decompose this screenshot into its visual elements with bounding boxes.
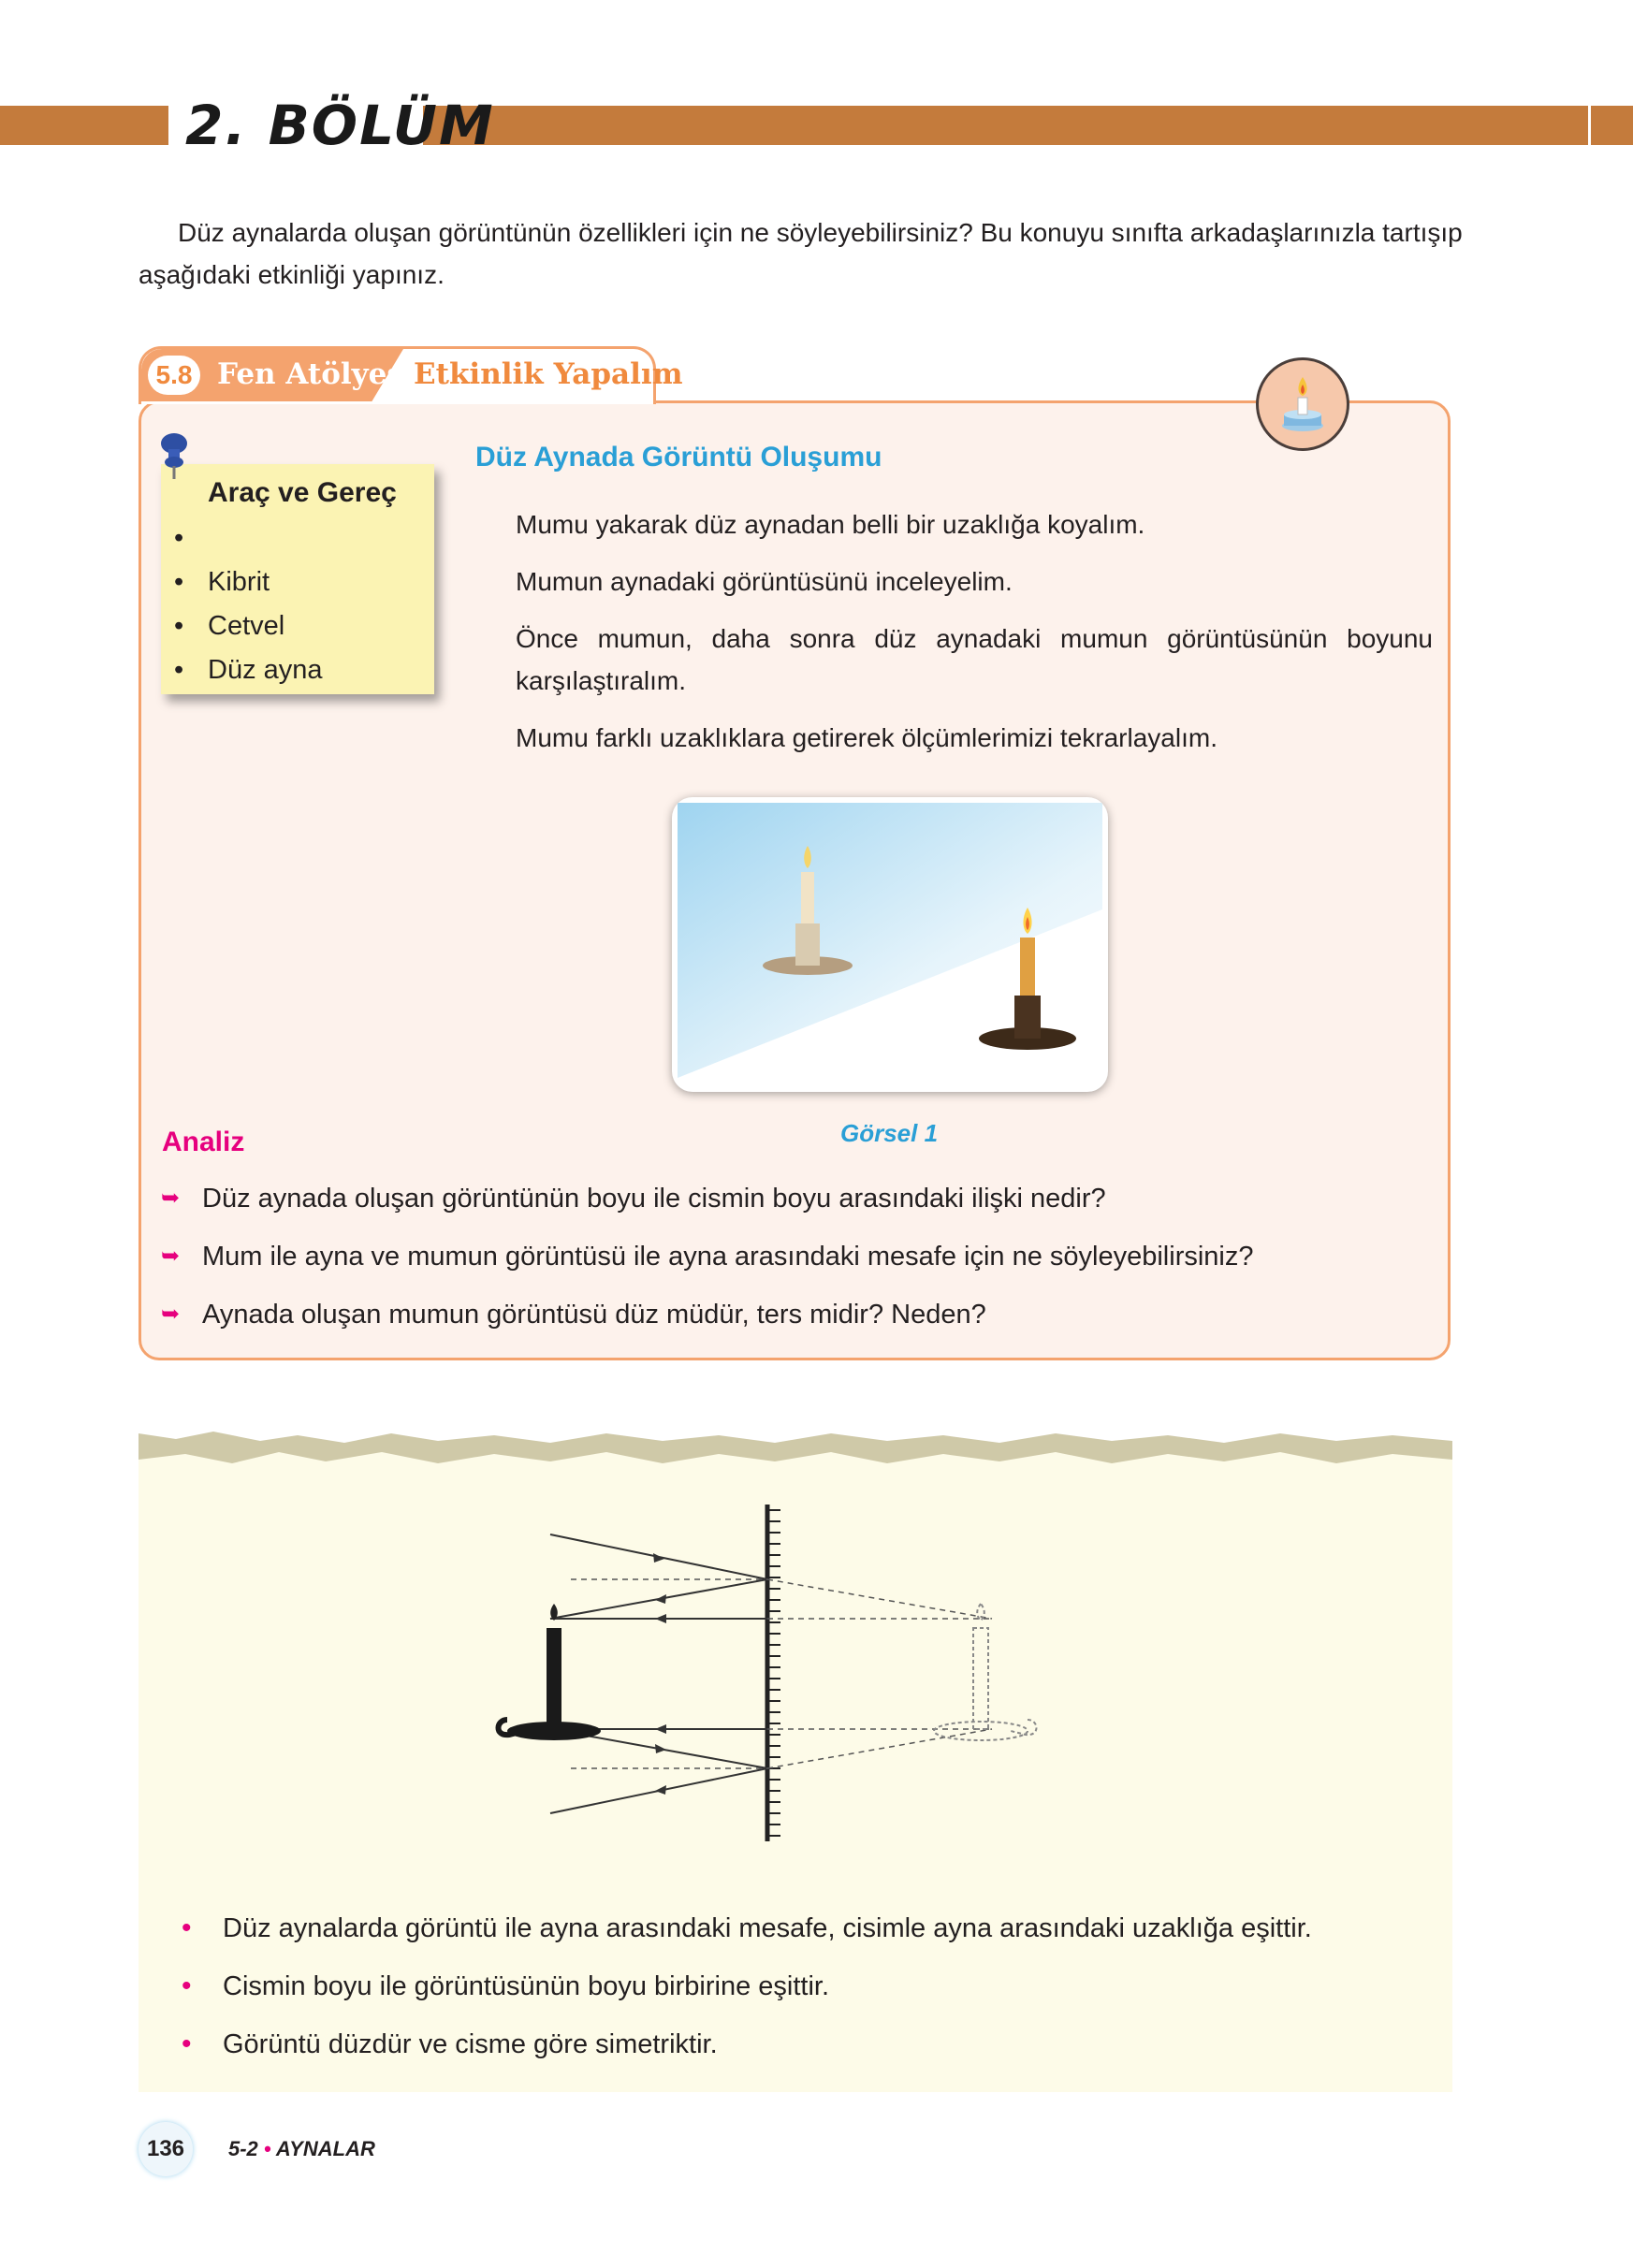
activity-tab-type: Etkinlik Yapalım	[414, 357, 683, 391]
pushpin-icon	[155, 432, 193, 481]
analysis-list	[161, 1177, 1434, 1351]
activity-step: Mumu yakarak düz aynadan belli bir uzaklığa koyalım.	[516, 510, 1145, 539]
facts-list	[178, 1907, 1432, 2081]
materials-title: Araç ve Gereç	[208, 477, 397, 508]
intro-paragraph: Düz aynalarda oluşan görüntünün özellikleri için ne söyleyebilirsiniz? Bu konuyu sınıfta arkadaşlarınızla tartışıp aşağıdaki etkinliği yapınız.	[139, 218, 1463, 289]
candle-icon	[1256, 357, 1349, 451]
materials-list	[170, 516, 323, 692]
figure-caption: Görsel 1	[840, 1119, 939, 1147]
materials-item	[170, 516, 323, 560]
section-reference	[228, 2137, 375, 2161]
activity-number: 5.8	[148, 356, 200, 395]
page-number: 136	[139, 2122, 193, 2176]
activity-steps	[516, 503, 1433, 774]
fact-item: • Görüntü düzdür ve cisme göre simetriktir.	[178, 2023, 1432, 2081]
fact-item: • Düz aynalarda görüntü ile ayna arasındaki mesafe, cisimle ayna arasındaki uzaklığa eşittir.	[178, 1907, 1432, 1965]
section-number: 5-2	[228, 2137, 258, 2160]
section-title: AYNALAR	[275, 2137, 375, 2160]
analysis-question: ➥ Düz aynada oluşan görüntünün boyu ile cismin boyu arasındaki ilişki nedir?	[161, 1177, 1434, 1235]
activity-step: Önce mumun, daha sonra düz aynadaki mumun görüntüsünün boyunu karşılaştıralım.	[516, 624, 1433, 695]
section-separator: •	[263, 2137, 271, 2160]
fact-item: • Cismin boyu ile görüntüsünün boyu birbirine eşittir.	[178, 1965, 1432, 2023]
activity-step: Mumu farklı uzaklıklara getirerek ölçümlerimizi tekrarlayalım.	[516, 723, 1217, 752]
mirror-candle-photo	[672, 797, 1108, 1092]
header-band-end	[1591, 106, 1633, 145]
header-band-right	[423, 106, 1588, 145]
analysis-question: ➥ Aynada oluşan mumun görüntüsü düz müdür, ters midir? Neden?	[161, 1293, 1434, 1351]
materials-item: • Cetvel	[170, 604, 323, 648]
activity-tab-label: Fen Atölyesi	[217, 357, 415, 391]
analysis-question: ➥ Mum ile ayna ve mumun görüntüsü ile ayna arasındaki mesafe için ne söyleyebilirsiniz?	[161, 1235, 1434, 1293]
chapter-title: 2. BÖLÜM	[185, 94, 495, 157]
header-band-left	[0, 106, 168, 145]
materials-item: • Düz ayna	[170, 648, 323, 692]
analysis-title: Analiz	[162, 1127, 245, 1157]
materials-item: • Kibrit	[170, 560, 323, 604]
ray-diagram	[487, 1497, 1048, 1853]
activity-step: Mumun aynadaki görüntüsünü inceleyelim.	[516, 567, 1013, 596]
activity-title: Düz Aynada Görüntü Oluşumu	[475, 442, 882, 472]
